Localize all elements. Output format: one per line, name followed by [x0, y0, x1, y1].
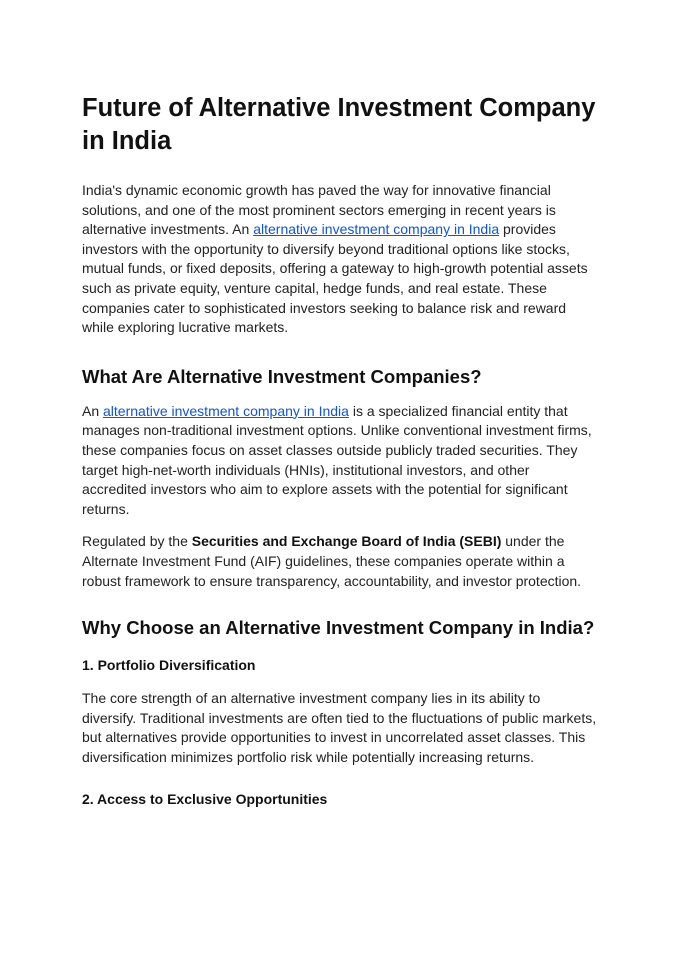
intro-text-end: provides investors with the opportunity to diversify beyond traditional options like stocks, mutual funds, or fixed deposits, offering a gateway to high-growth potential assets such as private equity, venture capital, hedge funds, and real estate. These companies cater to sophisticated investors seeking to balance risk and reward while exploring lucrative markets.	[82, 221, 588, 336]
intro-paragraph	[82, 181, 597, 338]
sebi-bold-text: Securities and Exchange Board of India (SEBI)	[191, 533, 502, 550]
subheading-exclusive-opportunities: 2. Access to Exclusive Opportunities	[82, 791, 328, 808]
document-page	[82, 92, 597, 809]
what-para1-link[interactable]: alternative investment company in India	[103, 402, 349, 419]
what-para2-text-start: Regulated by the	[82, 533, 192, 550]
page-title: Future of Alternative Investment Company in India	[82, 94, 596, 155]
what-paragraph-2	[82, 532, 597, 591]
intro-link[interactable]: alternative investment company in India	[253, 221, 500, 238]
what-para1-text-start: An	[82, 402, 104, 419]
what-paragraph-1	[82, 402, 597, 520]
subheading-portfolio-diversification: 1. Portfolio Diversification	[82, 657, 256, 674]
what-para2-text-end: under the Alternate Investment Fund (AIF) guidelines, these companies operate within a robust framework to ensure transparency, accountability, and investor protection.	[82, 533, 582, 589]
intro-text-start: India's dynamic economic growth has paved the way for innovative financial solutions, and one of the most prominent sectors emerging in recent years is alternative investments. An	[82, 182, 556, 238]
section-heading-what: What Are Alternative Investment Companies?	[82, 365, 482, 387]
section-heading-why: Why Choose an Alternative Investment Company in India?	[82, 617, 595, 639]
what-para1-text-end: is a specialized financial entity that manages non-traditional investment options. Unlike conventional investment firms, these companies focus on asset classes outside publicly traded securities. They target high-net-worth individuals (HNIs), institutional investors, and other accredited investors who aim to explore assets with the potential for significant returns.	[82, 402, 592, 517]
diversification-paragraph: The core strength of an alternative investment company lies in its ability to diversify. Traditional investments are often tied to the fluctuations of public markets, but alternatives provide opportunities to invest in uncorrelated asset classes. This diversification minimizes portfolio risk while potentially increasing returns.	[82, 690, 597, 765]
